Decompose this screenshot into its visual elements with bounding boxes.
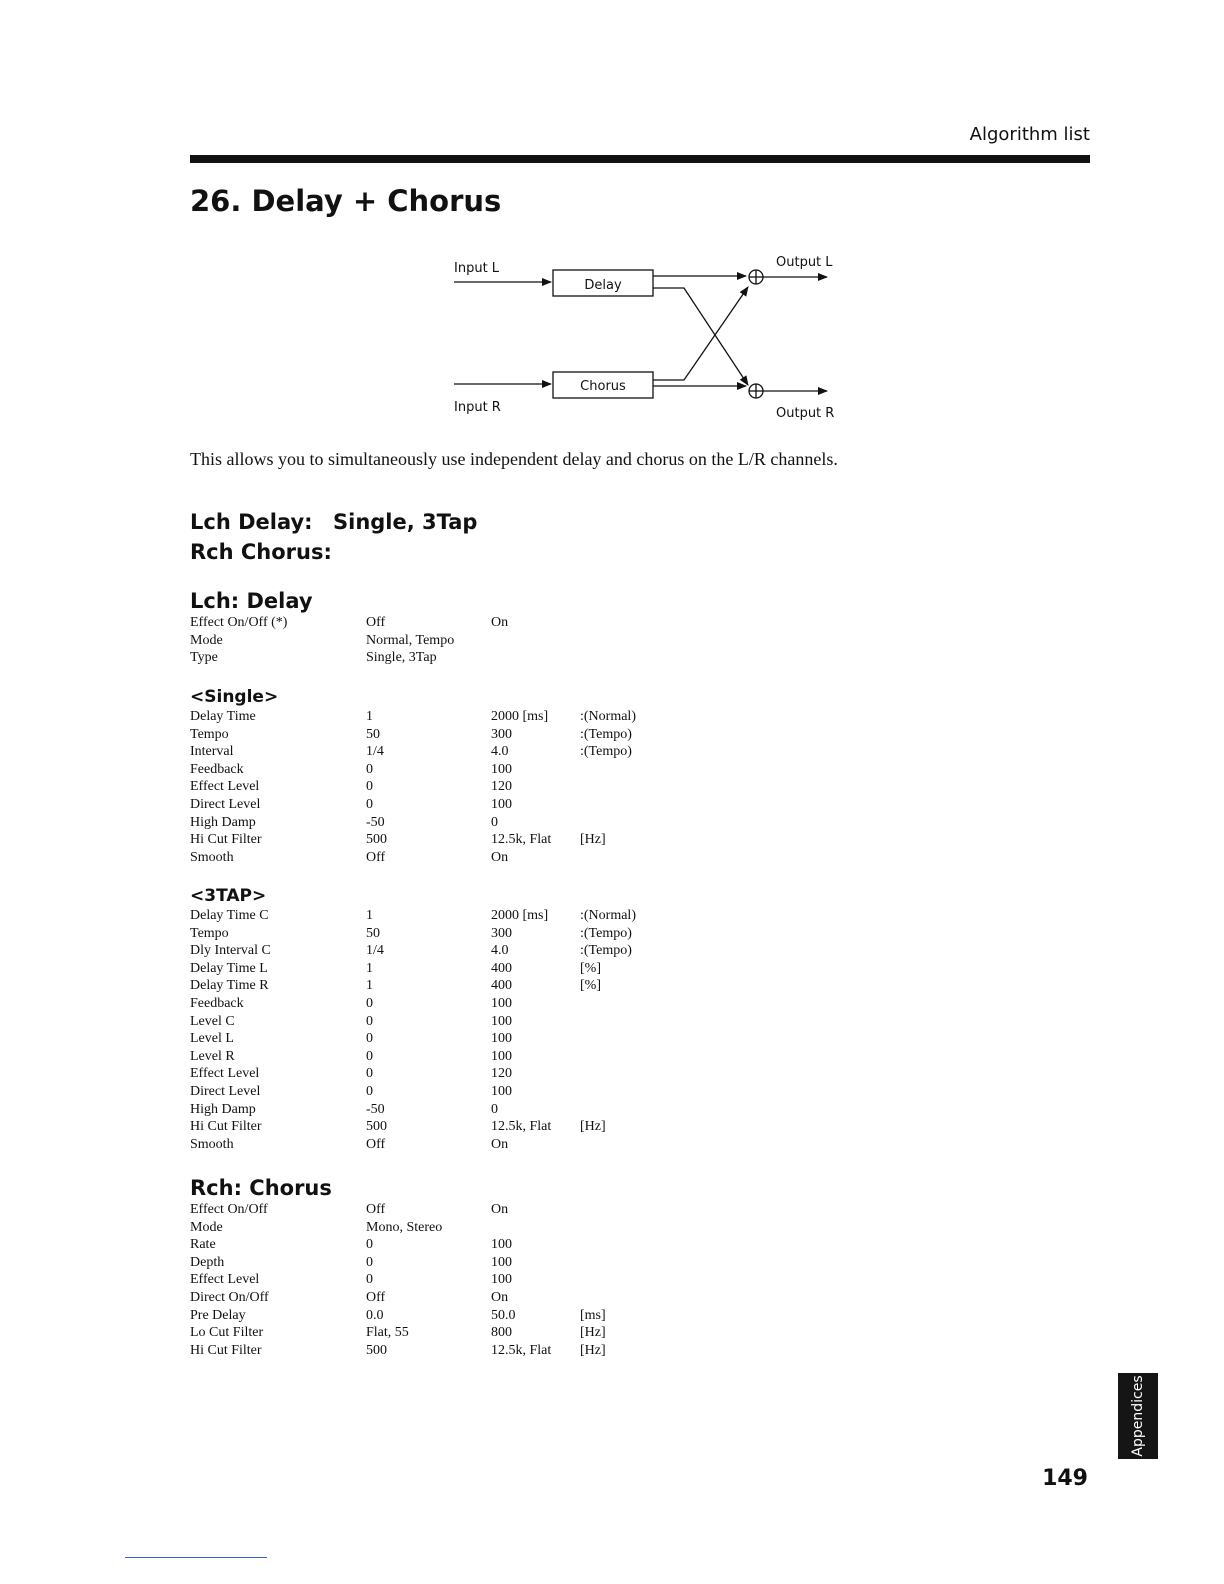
param-min: 0 (366, 761, 373, 777)
param-min: 0 (366, 1237, 373, 1253)
header-rule (190, 155, 1090, 163)
param-name: Effect Level (190, 779, 260, 795)
param-name: Level R (190, 1048, 235, 1064)
param-max: On (491, 1202, 509, 1217)
param-name: Level L (190, 1031, 234, 1047)
param-name: Delay Time (190, 709, 256, 724)
param-min: 0 (366, 1031, 373, 1047)
param-max: 2000 [ms] (491, 709, 549, 724)
param-max: 2000 [ms] (491, 908, 549, 923)
param-max: On (491, 615, 509, 630)
param-max: 50.0 (491, 1307, 516, 1323)
param-name: Dly Interval C (190, 943, 271, 959)
param-unit: :(Tempo) (580, 925, 632, 941)
param-name: Rate (190, 1237, 216, 1253)
param-min: 1 (366, 709, 373, 724)
param-max: 100 (491, 995, 512, 1011)
param-name: Delay Time C (190, 908, 269, 923)
param-max: On (491, 849, 509, 865)
param-min: 0 (366, 1066, 373, 1082)
param-unit: :(Tempo) (580, 744, 632, 760)
summary-lch-value: Single, 3Tap (333, 510, 478, 534)
param-min: 0 (366, 779, 373, 795)
param-min: 0 (366, 1254, 373, 1270)
param-max: 120 (491, 1066, 512, 1082)
delay-block (553, 270, 653, 296)
param-name: Direct On/Off (190, 1289, 269, 1305)
param-max: 100 (491, 1048, 512, 1064)
param-min: 500 (366, 832, 387, 848)
rch-chorus-title: Rch: Chorus (190, 1176, 332, 1200)
param-max: 300 (491, 925, 512, 941)
param-name: Level C (190, 1013, 235, 1029)
param-max: On (491, 1289, 509, 1305)
param-min: Off (366, 1136, 386, 1152)
param-max: 0 (491, 814, 498, 830)
param-min: Off (366, 1289, 386, 1305)
param-min: 0 (366, 1083, 373, 1099)
param-name: Delay Time R (190, 978, 269, 994)
param-max: 100 (491, 1031, 512, 1047)
param-name: Mode (190, 632, 223, 648)
param-min: Normal, Tempo (366, 632, 455, 648)
param-name: High Damp (190, 1101, 256, 1117)
param-min: 0 (366, 1272, 373, 1288)
param-min: 500 (366, 1342, 387, 1358)
param-min: 1 (366, 960, 373, 976)
param-name: Smooth (190, 1136, 234, 1152)
input-r-label: Input R (454, 400, 501, 415)
param-max: 12.5k, Flat (491, 832, 552, 848)
param-unit: [Hz] (580, 1119, 606, 1135)
param-min: 1 (366, 978, 373, 994)
output-r-label: Output R (776, 406, 835, 421)
param-min: 0 (366, 796, 373, 812)
param-max: 100 (491, 1083, 512, 1099)
param-min: 1 (366, 908, 373, 923)
param-min: 0 (366, 1048, 373, 1064)
param-name: Pre Delay (190, 1307, 246, 1323)
delay-to-mix-r (653, 288, 748, 385)
param-min: 0 (366, 1013, 373, 1029)
param-max: 0 (491, 1101, 498, 1117)
param-name: Delay Time L (190, 960, 268, 976)
param-name: Lo Cut Filter (190, 1325, 264, 1341)
chorus-block-label: Chorus (580, 379, 626, 394)
summary-rch (190, 540, 332, 564)
param-max: 4.0 (491, 943, 509, 959)
param-min: Single, 3Tap (366, 650, 437, 666)
param-name: Smooth (190, 849, 234, 865)
param-name: Tempo (190, 726, 229, 742)
param-name: High Damp (190, 814, 256, 830)
param-max: 4.0 (491, 744, 509, 760)
param-max: 100 (491, 796, 512, 812)
param-name: Effect Level (190, 1066, 260, 1082)
param-name: Mode (190, 1219, 223, 1235)
param-min: 50 (366, 726, 380, 742)
param-name: Effect On/Off (*) (190, 615, 288, 630)
param-name: Interval (190, 744, 234, 760)
param-unit: [Hz] (580, 832, 606, 848)
param-min: Flat, 55 (366, 1325, 409, 1341)
mixer-l-icon (749, 270, 763, 284)
page-number: 149 (1042, 1466, 1088, 1491)
param-name: Type (190, 650, 218, 666)
param-unit: :(Tempo) (580, 726, 632, 742)
summary-rch-label: Rch Chorus: (190, 540, 332, 564)
param-unit: :(Normal) (580, 709, 636, 724)
param-unit: [Hz] (580, 1325, 606, 1341)
param-name: Effect Level (190, 1272, 260, 1288)
param-min: Off (366, 615, 386, 630)
footer-line (125, 1557, 267, 1558)
param-unit: [%] (580, 978, 601, 994)
param-unit: [%] (580, 960, 601, 976)
delay-block-label: Delay (584, 278, 622, 293)
param-name: Hi Cut Filter (190, 1119, 262, 1135)
param-name: Effect On/Off (190, 1202, 268, 1217)
lch-delay-title: Lch: Delay (190, 589, 313, 613)
chorus-block (553, 372, 653, 398)
output-l-label: Output L (776, 255, 833, 270)
param-max: 100 (491, 1237, 512, 1253)
param-min: 1/4 (366, 943, 384, 959)
param-name: Hi Cut Filter (190, 1342, 262, 1358)
appendices-tab (1118, 1373, 1158, 1459)
signal-flow-diagram (440, 245, 840, 427)
param-min: 50 (366, 925, 380, 941)
mixer-r-icon (749, 384, 763, 398)
appendices-tab-label: Appendices (1130, 1375, 1146, 1457)
param-max: 100 (491, 761, 512, 777)
param-min: 1/4 (366, 744, 384, 760)
param-min: 500 (366, 1119, 387, 1135)
summary-lch-label: Lch Delay: (190, 510, 313, 534)
running-head: Algorithm list (969, 124, 1090, 145)
param-unit: :(Tempo) (580, 943, 632, 959)
param-max: 800 (491, 1325, 512, 1341)
param-max: On (491, 1136, 509, 1152)
summary-lch (190, 510, 478, 534)
param-name: Feedback (190, 995, 244, 1011)
param-max: 120 (491, 779, 512, 795)
param-name: Direct Level (190, 1083, 261, 1099)
param-min: -50 (366, 814, 385, 830)
param-max: 400 (491, 960, 512, 976)
param-max: 12.5k, Flat (491, 1119, 552, 1135)
param-max: 100 (491, 1254, 512, 1270)
param-max: 300 (491, 726, 512, 742)
section-title: 26. Delay + Chorus (190, 184, 502, 218)
param-min: -50 (366, 1101, 385, 1117)
description: This allows you to simultaneously use independent delay and chorus on the L/R channels. (190, 449, 838, 469)
input-l-label: Input L (454, 261, 500, 276)
param-max: 12.5k, Flat (491, 1342, 552, 1358)
param-unit: [ms] (580, 1307, 606, 1323)
param-unit: :(Normal) (580, 908, 636, 923)
param-min: Off (366, 849, 386, 865)
param-max: 100 (491, 1013, 512, 1029)
tap3-title: <3TAP> (190, 886, 267, 906)
param-name: Feedback (190, 761, 244, 777)
param-min: Mono, Stereo (366, 1219, 443, 1235)
chorus-to-mix-l (653, 287, 748, 380)
param-name: Tempo (190, 925, 229, 941)
param-name: Direct Level (190, 796, 261, 812)
param-unit: [Hz] (580, 1342, 606, 1358)
single-title: <Single> (190, 687, 279, 707)
param-name: Depth (190, 1254, 225, 1270)
param-name: Hi Cut Filter (190, 832, 262, 848)
param-min: 0 (366, 995, 373, 1011)
param-max: 400 (491, 978, 512, 994)
param-min: 0.0 (366, 1307, 384, 1323)
param-min: Off (366, 1202, 386, 1217)
param-max: 100 (491, 1272, 512, 1288)
